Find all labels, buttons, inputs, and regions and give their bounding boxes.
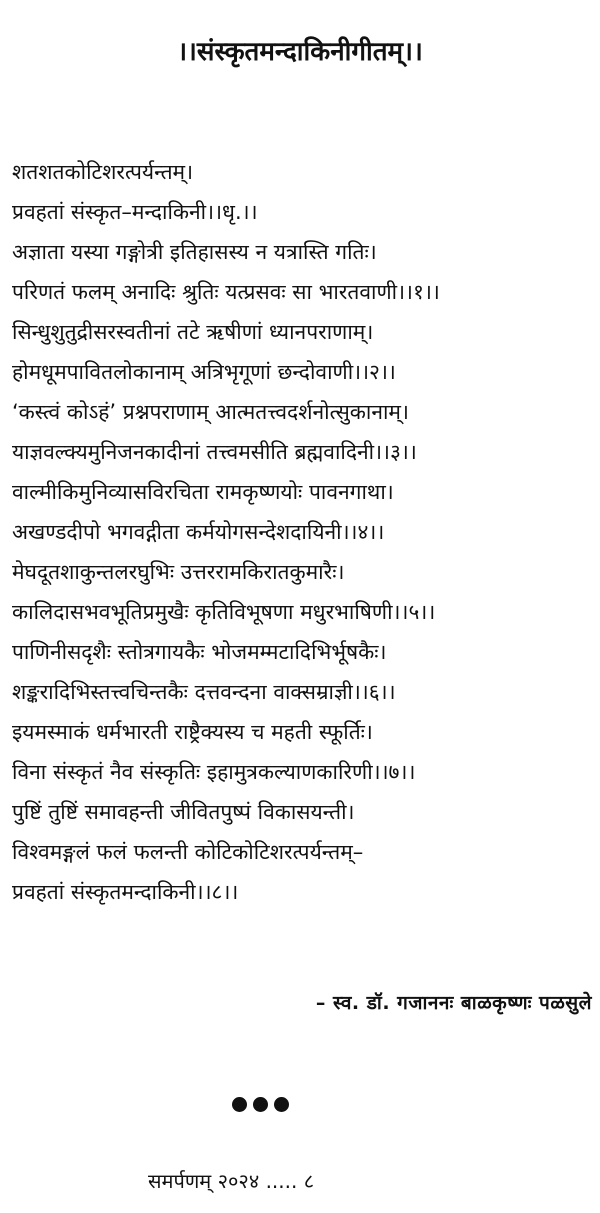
verse-line: अज्ञाता यस्या गङ्गोत्री इतिहासस्य न यत्रास्ति गतिः। (12, 240, 377, 264)
verse-line: शङ्करादिभिस्तत्त्वचिन्तकैः दत्तवन्दना वाक्सम्राज्ञी।।६।। (12, 680, 396, 704)
verse-line: मेघदूतशाकुन्तलरघुभिः उत्तररामकिरातकुमारैः। (12, 560, 345, 584)
verse-line: ‘कस्त्वं कोऽहं’ प्रश्नपराणाम् आत्मतत्त्वदर्शनोत्सुकानाम्। (12, 400, 409, 424)
verse-line: पाणिनीसदृशैः स्तोत्रगायकैः भोजमम्मटादिभिर्भूषकैः। (12, 640, 387, 664)
dot-icon (232, 1097, 247, 1112)
ornament-dots-icon (232, 1097, 289, 1112)
verse-line: विना संस्कृतं नैव संस्कृतिः इहामुत्रकल्याणकारिणी।।७।। (12, 760, 416, 784)
verse-line: विश्वमङ्गलं फलं फलन्ती कोटिकोटिशरत्पर्यन्तम्– (12, 840, 364, 864)
author-attribution: – स्व. डॉ. गजाननः बाळकृष्णः पळसुले (315, 992, 592, 1014)
dot-icon (253, 1097, 268, 1112)
verse-line: पुष्टिं तुष्टिं समावहन्ती जीवितपुष्पं विकासयन्ती। (12, 800, 355, 824)
page-footer: समर्पणम् २०२४ ..... ८ (148, 1169, 315, 1193)
verse-line: होमधूमपावितलोकानाम् अत्रिभृगूणां छन्दोवाणी।।२।। (12, 360, 396, 384)
verse-line: कालिदासभवभूतिप्रमुखैः कृतिविभूषणा मधुरभाषिणी।।५।। (12, 600, 436, 624)
verse-line: सिन्धुशुतुद्रीसरस्वतीनां तटे ऋषीणां ध्यानपराणाम्। (12, 320, 374, 344)
verse-line: प्रवहतां संस्कृतमन्दाकिनी।।८।। (12, 880, 239, 904)
poem-body (12, 152, 592, 912)
verse-line: परिणतं फलम् अनादिः श्रुतिः यत्प्रसवः सा भारतवाणी।।१।। (12, 280, 440, 304)
verse-line: याज्ञवल्क्यमुनिजनकादीनां तत्त्वमसीति ब्रह्मवादिनी।।३।। (12, 440, 417, 464)
verse-line: अखण्डदीपो भगवद्गीता कर्मयोगसन्देशदायिनी।।४।। (12, 520, 385, 544)
verse-line: प्रवहतां संस्कृत–मन्दाकिनी।।धृ.।। (12, 200, 258, 224)
verse-line: वाल्मीकिमुनिव्यासविरचिता रामकृष्णयोः पावनगाथा। (12, 480, 394, 504)
verse-line: शतशतकोटिशरत्पर्यन्तम्। (12, 160, 194, 184)
poem-title: ।।संस्कृतमन्दाकिनीगीतम्।। (177, 37, 423, 67)
verse-line: इयमस्माकं धर्मभारती राष्ट्रैक्यस्य च महती स्फूर्तिः। (12, 720, 373, 744)
dot-icon (274, 1097, 289, 1112)
